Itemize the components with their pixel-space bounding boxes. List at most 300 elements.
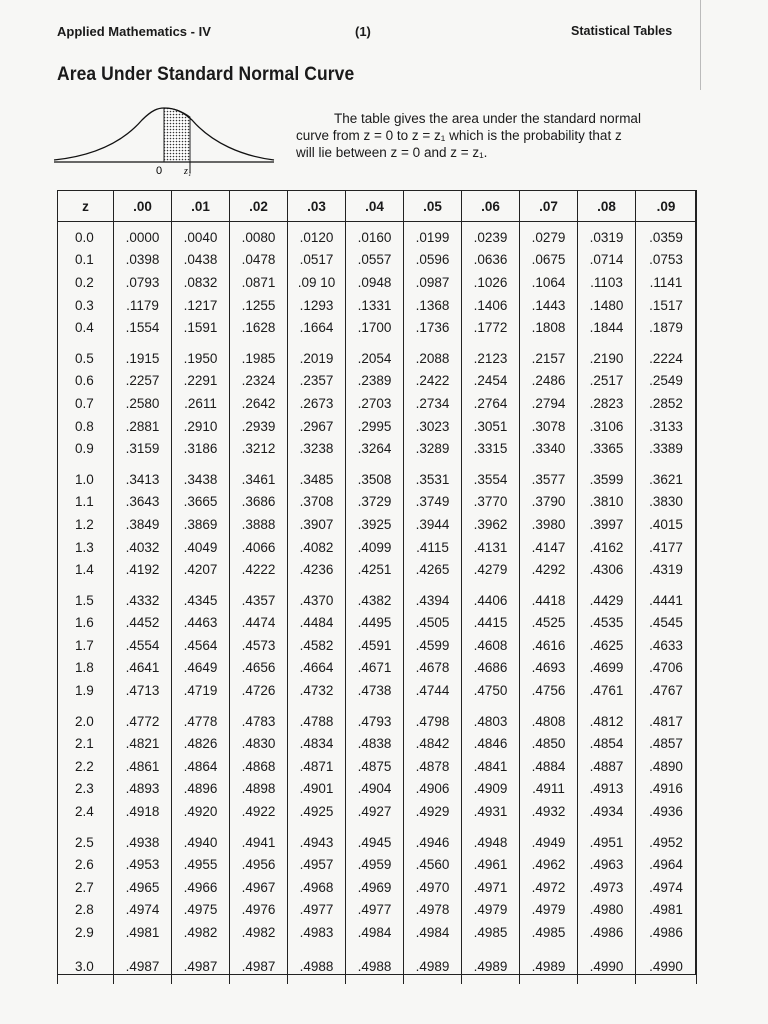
table-cell: .4868 xyxy=(230,755,288,778)
table-cell: .4265 xyxy=(404,558,462,581)
column-header: .08 xyxy=(578,191,636,222)
table-cell: .4778 xyxy=(172,702,230,733)
table-cell: .0239 xyxy=(462,222,520,249)
table-cell: .4916 xyxy=(636,778,697,801)
table-cell: .0517 xyxy=(288,249,346,272)
table-cell: .4192 xyxy=(114,558,172,581)
column-header: .02 xyxy=(230,191,288,222)
table-cell: .4793 xyxy=(346,702,404,733)
table-row xyxy=(58,921,697,944)
table-cell: .4686 xyxy=(462,657,520,680)
table-cell: .4406 xyxy=(462,581,520,612)
table-cell: .2224 xyxy=(636,339,697,370)
table-cell: .3289 xyxy=(404,437,462,460)
table-cell: .4357 xyxy=(230,581,288,612)
table-cell: .2123 xyxy=(462,339,520,370)
row-z-value: 2.0 xyxy=(58,702,114,733)
table-cell: .1026 xyxy=(462,271,520,294)
table-cell: .4878 xyxy=(404,755,462,778)
table-cell: .4946 xyxy=(404,823,462,854)
row-z-value: 2.9 xyxy=(58,921,114,944)
table-cell: .4564 xyxy=(172,634,230,657)
table-cell: .4890 xyxy=(636,755,697,778)
table-cell: .4756 xyxy=(520,679,578,702)
table-cell: .4834 xyxy=(288,732,346,755)
row-z-value: 2.8 xyxy=(58,899,114,922)
table-cell: .4934 xyxy=(578,800,636,823)
table-cell: .4345 xyxy=(172,581,230,612)
table-cell: .4982 xyxy=(172,921,230,944)
row-z-value: 1.1 xyxy=(58,491,114,514)
table-cell: .0319 xyxy=(578,222,636,249)
table-cell: .4904 xyxy=(346,778,404,801)
table-cell: .4415 xyxy=(462,612,520,635)
table-cell: .1064 xyxy=(520,271,578,294)
row-z-value: 1.3 xyxy=(58,536,114,559)
table-cell: .4738 xyxy=(346,679,404,702)
table-cell: .4965 xyxy=(114,876,172,899)
table-cell: .4875 xyxy=(346,755,404,778)
table-cell: .4649 xyxy=(172,657,230,680)
table-cell: .4887 xyxy=(578,755,636,778)
table-cell: .4968 xyxy=(288,876,346,899)
table-cell: .3708 xyxy=(288,491,346,514)
table-cell: .3554 xyxy=(462,460,520,491)
table-cell: .4948 xyxy=(462,823,520,854)
table-cell: .4972 xyxy=(520,876,578,899)
table-cell: .2157 xyxy=(520,339,578,370)
table-cell: .4990 xyxy=(636,944,697,984)
table-cell: .4641 xyxy=(114,657,172,680)
table-cell: .1406 xyxy=(462,294,520,317)
table-cell: .4957 xyxy=(288,853,346,876)
table-row xyxy=(58,823,697,854)
table-cell: .0793 xyxy=(114,271,172,294)
table-cell: .3186 xyxy=(172,437,230,460)
table-cell: .4418 xyxy=(520,581,578,612)
table-cell: .3212 xyxy=(230,437,288,460)
row-z-value: 0.2 xyxy=(58,271,114,294)
table-cell: .3869 xyxy=(172,513,230,536)
table-cell: .0832 xyxy=(172,271,230,294)
table-row xyxy=(58,339,697,370)
table-cell: .4951 xyxy=(578,823,636,854)
table-cell: .4854 xyxy=(578,732,636,755)
table-cell: .2389 xyxy=(346,370,404,393)
table-cell: .4931 xyxy=(462,800,520,823)
table-cell: .4966 xyxy=(172,876,230,899)
z1-label: z₁ xyxy=(184,166,192,177)
table-cell: .3315 xyxy=(462,437,520,460)
table-cell: .3849 xyxy=(114,513,172,536)
table-cell: .3106 xyxy=(578,415,636,438)
table-row xyxy=(58,944,697,984)
table-cell: .4985 xyxy=(462,921,520,944)
table-cell: .4049 xyxy=(172,536,230,559)
table-cell: .1664 xyxy=(288,316,346,339)
row-z-value: 0.9 xyxy=(58,437,114,460)
table-cell: .2881 xyxy=(114,415,172,438)
table-cell: .3238 xyxy=(288,437,346,460)
table-row xyxy=(58,778,697,801)
table-cell: .1700 xyxy=(346,316,404,339)
table-cell: .3925 xyxy=(346,513,404,536)
table-cell: .4573 xyxy=(230,634,288,657)
table-cell: .4971 xyxy=(462,876,520,899)
column-header: .09 xyxy=(636,191,697,222)
table-cell: .4990 xyxy=(578,944,636,984)
table-cell: .3643 xyxy=(114,491,172,514)
table-cell: .4941 xyxy=(230,823,288,854)
normal-table xyxy=(57,190,697,984)
table-cell: .4979 xyxy=(520,899,578,922)
table-cell: .4945 xyxy=(346,823,404,854)
table-row xyxy=(58,249,697,272)
table-cell: .4678 xyxy=(404,657,462,680)
table-cell: .3888 xyxy=(230,513,288,536)
table-cell: .3665 xyxy=(172,491,230,514)
table-cell: .4750 xyxy=(462,679,520,702)
table-cell: .1217 xyxy=(172,294,230,317)
table-cell: .4940 xyxy=(172,823,230,854)
column-header: .03 xyxy=(288,191,346,222)
table-cell: .1179 xyxy=(114,294,172,317)
table-cell: .4279 xyxy=(462,558,520,581)
table-cell: .2910 xyxy=(172,415,230,438)
table-cell: .3770 xyxy=(462,491,520,514)
table-cell: .4817 xyxy=(636,702,697,733)
table-cell: .1368 xyxy=(404,294,462,317)
row-z-value: 0.6 xyxy=(58,370,114,393)
table-cell: .2190 xyxy=(578,339,636,370)
table-cell: .4582 xyxy=(288,634,346,657)
table-cell: .2764 xyxy=(462,392,520,415)
table-cell: .4236 xyxy=(288,558,346,581)
table-cell: .2734 xyxy=(404,392,462,415)
column-header: .07 xyxy=(520,191,578,222)
table-cell: .4970 xyxy=(404,876,462,899)
table-cell: .3340 xyxy=(520,437,578,460)
table-cell: .3621 xyxy=(636,460,697,491)
row-z-value: 1.0 xyxy=(58,460,114,491)
row-z-value: 2.6 xyxy=(58,853,114,876)
table-cell: .4989 xyxy=(462,944,520,984)
description-line-2: curve from z = 0 to z = z₁ which is the probability that z xyxy=(296,128,622,143)
table-cell: .4906 xyxy=(404,778,462,801)
table-row xyxy=(58,634,697,657)
table-cell: .1985 xyxy=(230,339,288,370)
table-cell: .4207 xyxy=(172,558,230,581)
row-z-value: 2.5 xyxy=(58,823,114,854)
table-cell: .2673 xyxy=(288,392,346,415)
table-cell: .0080 xyxy=(230,222,288,249)
table-cell: .4850 xyxy=(520,732,578,755)
table-cell: .4929 xyxy=(404,800,462,823)
table-cell: .0478 xyxy=(230,249,288,272)
table-cell: .1628 xyxy=(230,316,288,339)
table-row xyxy=(58,370,697,393)
table-row xyxy=(58,513,697,536)
table-cell: .4913 xyxy=(578,778,636,801)
table-cell: .4989 xyxy=(404,944,462,984)
table-cell: .4656 xyxy=(230,657,288,680)
table-cell: .4808 xyxy=(520,702,578,733)
table-cell: .4131 xyxy=(462,536,520,559)
table-cell: .4987 xyxy=(230,944,288,984)
table-cell: .09 10 xyxy=(288,271,346,294)
table-cell: .4986 xyxy=(578,921,636,944)
table-row xyxy=(58,437,697,460)
table-cell: .4986 xyxy=(636,921,697,944)
table-cell: .4896 xyxy=(172,778,230,801)
table-cell: .4560 xyxy=(404,853,462,876)
table-cell: .3508 xyxy=(346,460,404,491)
header-section: Statistical Tables xyxy=(571,24,673,38)
column-header: .06 xyxy=(462,191,520,222)
table-cell: .4967 xyxy=(230,876,288,899)
table-row xyxy=(58,415,697,438)
table-cell: .3830 xyxy=(636,491,697,514)
table-cell: .4984 xyxy=(404,921,462,944)
table-cell: .3389 xyxy=(636,437,697,460)
table-cell: .4977 xyxy=(288,899,346,922)
table-cell: .1591 xyxy=(172,316,230,339)
table-cell: .3907 xyxy=(288,513,346,536)
table-cell: .0596 xyxy=(404,249,462,272)
table-cell: .4871 xyxy=(288,755,346,778)
table-cell: .4838 xyxy=(346,732,404,755)
table-cell: .0636 xyxy=(462,249,520,272)
table-cell: .2517 xyxy=(578,370,636,393)
description-line-3: will lie between z = 0 and z = z₁. xyxy=(296,145,488,160)
table-cell: .4984 xyxy=(346,921,404,944)
header-course: Applied Mathematics - IV xyxy=(57,24,211,39)
table-cell: .4989 xyxy=(520,944,578,984)
column-header-z: z xyxy=(58,191,114,222)
table-cell: .4949 xyxy=(520,823,578,854)
column-header: .04 xyxy=(346,191,404,222)
table-cell: .4982 xyxy=(230,921,288,944)
table-header-row xyxy=(58,191,697,222)
table-cell: .4975 xyxy=(172,899,230,922)
row-z-value: 1.6 xyxy=(58,612,114,635)
table-cell: .1517 xyxy=(636,294,697,317)
table-cell: .2995 xyxy=(346,415,404,438)
table-cell: .2823 xyxy=(578,392,636,415)
table-cell: .4922 xyxy=(230,800,288,823)
row-z-value: 0.0 xyxy=(58,222,114,249)
row-z-value: 0.7 xyxy=(58,392,114,415)
table-cell: .4177 xyxy=(636,536,697,559)
table-cell: .2703 xyxy=(346,392,404,415)
table-row xyxy=(58,294,697,317)
table-cell: .3997 xyxy=(578,513,636,536)
table-cell: .3023 xyxy=(404,415,462,438)
table-cell: .0987 xyxy=(404,271,462,294)
table-cell: .4726 xyxy=(230,679,288,702)
table-cell: .4962 xyxy=(520,853,578,876)
table-cell: .1141 xyxy=(636,271,697,294)
table-cell: .3365 xyxy=(578,437,636,460)
table-cell: .2088 xyxy=(404,339,462,370)
row-z-value: 1.9 xyxy=(58,679,114,702)
table-cell: .0871 xyxy=(230,271,288,294)
row-z-value: 0.4 xyxy=(58,316,114,339)
table-cell: .3051 xyxy=(462,415,520,438)
table-cell: .3531 xyxy=(404,460,462,491)
table-cell: .4973 xyxy=(578,876,636,899)
table-cell: .4952 xyxy=(636,823,697,854)
table-cell: .4633 xyxy=(636,634,697,657)
table-cell: .0199 xyxy=(404,222,462,249)
table-cell: .4936 xyxy=(636,800,697,823)
row-z-value: 1.5 xyxy=(58,581,114,612)
table-cell: .3264 xyxy=(346,437,404,460)
table-cell: .4251 xyxy=(346,558,404,581)
table-cell: .4452 xyxy=(114,612,172,635)
table-cell: .4974 xyxy=(636,876,697,899)
table-cell: .4977 xyxy=(346,899,404,922)
table-cell: .4222 xyxy=(230,558,288,581)
table-cell: .4830 xyxy=(230,732,288,755)
table-cell: .0714 xyxy=(578,249,636,272)
table-cell: .0000 xyxy=(114,222,172,249)
table-cell: .1293 xyxy=(288,294,346,317)
table-cell: .1950 xyxy=(172,339,230,370)
table-row xyxy=(58,612,697,635)
table-cell: .3133 xyxy=(636,415,697,438)
row-z-value: 3.0 xyxy=(58,944,114,984)
page-title: Area Under Standard Normal Curve xyxy=(57,64,355,85)
table-cell: .1915 xyxy=(114,339,172,370)
table-cell: .1443 xyxy=(520,294,578,317)
table-cell: .3599 xyxy=(578,460,636,491)
table-cell: .3461 xyxy=(230,460,288,491)
table-cell: .4857 xyxy=(636,732,697,755)
column-header: .00 xyxy=(114,191,172,222)
table-cell: .4545 xyxy=(636,612,697,635)
table-cell: .4974 xyxy=(114,899,172,922)
table-cell: .4066 xyxy=(230,536,288,559)
table-cell: .1103 xyxy=(578,271,636,294)
table-cell: .0753 xyxy=(636,249,697,272)
table-cell: .4772 xyxy=(114,702,172,733)
table-cell: .4963 xyxy=(578,853,636,876)
row-z-value: 0.5 xyxy=(58,339,114,370)
table-cell: .1808 xyxy=(520,316,578,339)
table-cell: .4812 xyxy=(578,702,636,733)
table-cell: .4505 xyxy=(404,612,462,635)
description-line-1: The table gives the area under the standard normal xyxy=(334,111,641,126)
table-cell: .1331 xyxy=(346,294,404,317)
table-cell: .0359 xyxy=(636,222,697,249)
table-cell: .4846 xyxy=(462,732,520,755)
table-cell: .4976 xyxy=(230,899,288,922)
table-cell: .4115 xyxy=(404,536,462,559)
table-cell: .4861 xyxy=(114,755,172,778)
table-row xyxy=(58,702,697,733)
row-z-value: 1.4 xyxy=(58,558,114,581)
table-cell: .4732 xyxy=(288,679,346,702)
table-cell: .0675 xyxy=(520,249,578,272)
table-cell: .4826 xyxy=(172,732,230,755)
table-cell: .4495 xyxy=(346,612,404,635)
table-cell: .4699 xyxy=(578,657,636,680)
origin-label: 0 xyxy=(156,165,163,177)
page-edge-line xyxy=(700,0,701,90)
table-cell: .3810 xyxy=(578,491,636,514)
table-cell: .4474 xyxy=(230,612,288,635)
table-cell: .2054 xyxy=(346,339,404,370)
table-cell: .4981 xyxy=(114,921,172,944)
table-cell: .0279 xyxy=(520,222,578,249)
table-cell: .4927 xyxy=(346,800,404,823)
table-cell: .4147 xyxy=(520,536,578,559)
table-cell: .2486 xyxy=(520,370,578,393)
table-cell: .4938 xyxy=(114,823,172,854)
table-cell: .3749 xyxy=(404,491,462,514)
table-cell: .2357 xyxy=(288,370,346,393)
table-cell: .4599 xyxy=(404,634,462,657)
table-cell: .1844 xyxy=(578,316,636,339)
table-cell: .0948 xyxy=(346,271,404,294)
table-cell: .2257 xyxy=(114,370,172,393)
table-cell: .4394 xyxy=(404,581,462,612)
table-cell: .4884 xyxy=(520,755,578,778)
column-header: .05 xyxy=(404,191,462,222)
table-row xyxy=(58,755,697,778)
table-cell: .2852 xyxy=(636,392,697,415)
table-cell: .3577 xyxy=(520,460,578,491)
table-cell: .4969 xyxy=(346,876,404,899)
table-cell: .3485 xyxy=(288,460,346,491)
table-cell: .4987 xyxy=(114,944,172,984)
row-z-value: 0.3 xyxy=(58,294,114,317)
table-cell: .4956 xyxy=(230,853,288,876)
table-cell: .4918 xyxy=(114,800,172,823)
row-z-value: 2.3 xyxy=(58,778,114,801)
table-cell: .4979 xyxy=(462,899,520,922)
table-cell: .4864 xyxy=(172,755,230,778)
table-cell: .4842 xyxy=(404,732,462,755)
table-row xyxy=(58,222,697,249)
table-cell: .2422 xyxy=(404,370,462,393)
table-cell: .4370 xyxy=(288,581,346,612)
table-cell: .4706 xyxy=(636,657,697,680)
table-cell: .4964 xyxy=(636,853,697,876)
row-z-value: 2.1 xyxy=(58,732,114,755)
table-cell: .2794 xyxy=(520,392,578,415)
table-row xyxy=(58,899,697,922)
table-cell: .4798 xyxy=(404,702,462,733)
table-cell: .4981 xyxy=(636,899,697,922)
table-cell: .2019 xyxy=(288,339,346,370)
table-cell: .4292 xyxy=(520,558,578,581)
table-cell: .4911 xyxy=(520,778,578,801)
table-cell: .4625 xyxy=(578,634,636,657)
table-row xyxy=(58,732,697,755)
table-cell: .1554 xyxy=(114,316,172,339)
table-row xyxy=(58,876,697,899)
table-cell: .4441 xyxy=(636,581,697,612)
table-row xyxy=(58,392,697,415)
table-cell: .4932 xyxy=(520,800,578,823)
table-cell: .4893 xyxy=(114,778,172,801)
table-cell: .4744 xyxy=(404,679,462,702)
table-cell: .2939 xyxy=(230,415,288,438)
table-cell: .4608 xyxy=(462,634,520,657)
table-cell: .4429 xyxy=(578,581,636,612)
